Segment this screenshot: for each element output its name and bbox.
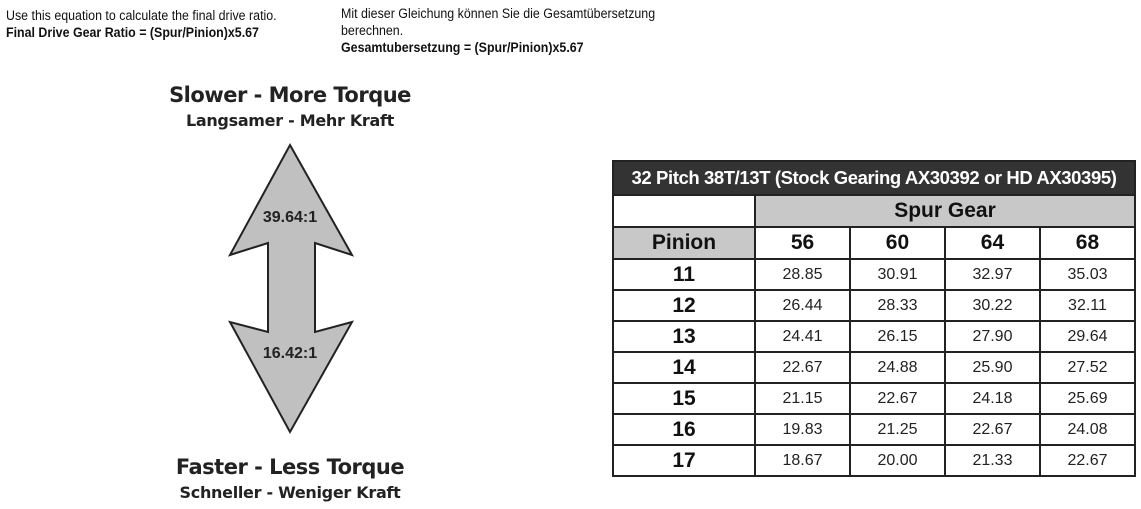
english-formula: Final Drive Gear Ratio = (Spur/Pinion)x5.67 — [6, 25, 259, 40]
slower-title: Slower - More Torque — [169, 83, 411, 107]
table-row — [613, 321, 1135, 352]
table-row — [613, 259, 1135, 290]
gear-ratio-table — [612, 160, 1136, 477]
ratio-cell: 32.11 — [1040, 290, 1135, 321]
ratio-cell: 18.67 — [755, 445, 850, 476]
ratio-cell: 22.67 — [1040, 445, 1135, 476]
ratio-cell: 35.03 — [1040, 259, 1135, 290]
pinion-cell: 16 — [613, 414, 755, 445]
spur-header: 68 — [1040, 227, 1135, 259]
ratio-cell: 19.83 — [755, 414, 850, 445]
table-row — [613, 352, 1135, 383]
pinion-cell: 17 — [613, 445, 755, 476]
table-row — [613, 383, 1135, 414]
min-ratio-label: 16.42:1 — [262, 345, 318, 362]
pinion-cell: 11 — [613, 259, 755, 290]
table-row — [613, 290, 1135, 321]
ratio-cell: 26.44 — [755, 290, 850, 321]
ratio-cell: 22.67 — [755, 352, 850, 383]
german-formula: Gesamtubersetzung = (Spur/Pinion)x5.67 — [341, 40, 584, 55]
pinion-cell: 14 — [613, 352, 755, 383]
spur-header: 64 — [945, 227, 1040, 259]
ratio-cell: 26.15 — [850, 321, 945, 352]
ratio-cell: 28.33 — [850, 290, 945, 321]
ratio-cell: 21.15 — [755, 383, 850, 414]
ratio-cell: 21.33 — [945, 445, 1040, 476]
slower-subtitle: Langsamer - Mehr Kraft — [185, 111, 395, 130]
ratio-cell: 20.00 — [850, 445, 945, 476]
ratio-cell: 22.67 — [945, 414, 1040, 445]
spur-header: 60 — [850, 227, 945, 259]
spur-header: 56 — [755, 227, 850, 259]
ratio-cell: 29.64 — [1040, 321, 1135, 352]
ratio-cell: 21.25 — [850, 414, 945, 445]
ratio-cell: 30.91 — [850, 259, 945, 290]
faster-title: Faster - Less Torque — [175, 455, 405, 479]
table-row — [613, 414, 1135, 445]
table-title: 32 Pitch 38T/13T (Stock Gearing AX30392 or HD AX30395) — [613, 161, 1135, 195]
ratio-cell: 27.52 — [1040, 352, 1135, 383]
ratio-cell: 24.18 — [945, 383, 1040, 414]
ratio-cell: 22.67 — [850, 383, 945, 414]
ratio-cell: 24.41 — [755, 321, 850, 352]
spur-gear-header: Spur Gear — [755, 195, 1135, 227]
german-instruction-text: Mit dieser Gleichung können Sie die Gesamtübersetzung — [341, 6, 656, 21]
ratio-cell: 25.90 — [945, 352, 1040, 383]
ratio-cell: 30.22 — [945, 290, 1040, 321]
pinion-cell: 12 — [613, 290, 755, 321]
english-instruction-text: Use this equation to calculate the final drive ratio. — [6, 8, 277, 23]
ratio-cell: 28.85 — [755, 259, 850, 290]
pinion-header: Pinion — [613, 227, 755, 259]
faster-subtitle: Schneller - Weniger Kraft — [179, 483, 401, 502]
ratio-cell: 24.88 — [850, 352, 945, 383]
table-row — [613, 445, 1135, 476]
ratio-cell: 24.08 — [1040, 414, 1135, 445]
ratio-cell: 32.97 — [945, 259, 1040, 290]
empty-cell — [613, 195, 755, 227]
ratio-cell: 27.90 — [945, 321, 1040, 352]
pinion-cell: 15 — [613, 383, 755, 414]
ratio-cell: 25.69 — [1040, 383, 1135, 414]
max-ratio-label: 39.64:1 — [262, 209, 318, 226]
pinion-cell: 13 — [613, 321, 755, 352]
german-instruction-text-2: berechnen. — [341, 23, 404, 38]
